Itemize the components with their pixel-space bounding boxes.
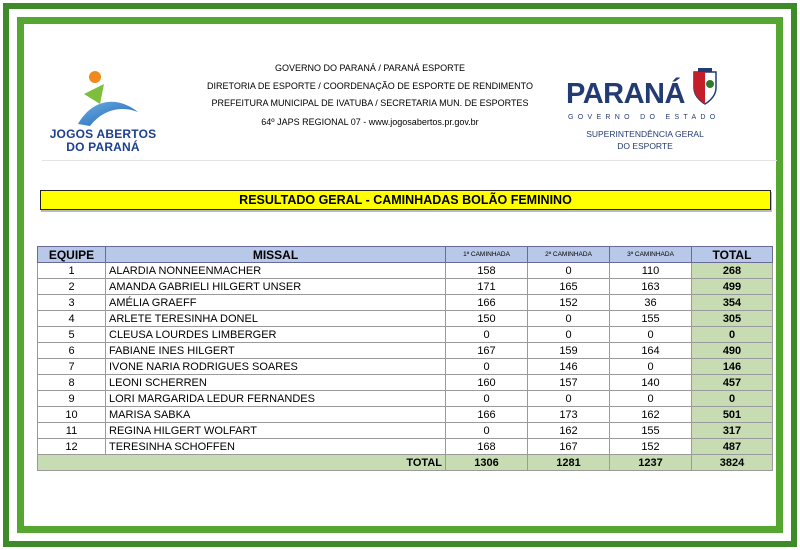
table-row xyxy=(38,375,773,391)
table-header-row xyxy=(38,247,773,263)
cell-name: REGINA HILGERT WOLFART xyxy=(106,423,446,439)
table-row xyxy=(38,295,773,311)
cell-caminhada-2: 165 xyxy=(528,279,610,295)
table-row xyxy=(38,279,773,295)
cell-caminhada-2: 0 xyxy=(528,391,610,407)
cell-total: 0 xyxy=(692,391,773,407)
logo-left-line2: DO PARANÁ xyxy=(66,140,140,154)
col-header-total: TOTAL xyxy=(692,247,773,263)
superintendencia-line1: SUPERINTENDÊNCIA GERAL xyxy=(586,129,704,139)
header-divider xyxy=(42,160,777,161)
cell-caminhada-2: 167 xyxy=(528,439,610,455)
totals-row xyxy=(38,455,773,471)
col-header-caminhada-1: 1ª CAMINHADA xyxy=(446,247,528,263)
cell-caminhada-3: 163 xyxy=(610,279,692,295)
cell-name: FABIANE INES HILGERT xyxy=(106,343,446,359)
cell-equipe: 9 xyxy=(38,391,106,407)
cell-caminhada-2: 173 xyxy=(528,407,610,423)
cell-equipe: 3 xyxy=(38,295,106,311)
cell-name: AMÉLIA GRAEFF xyxy=(106,295,446,311)
cell-caminhada-3: 164 xyxy=(610,343,692,359)
cell-caminhada-3: 155 xyxy=(610,311,692,327)
cell-caminhada-2: 0 xyxy=(528,263,610,279)
cell-caminhada-3: 162 xyxy=(610,407,692,423)
logo-left-line1: JOGOS ABERTOS xyxy=(49,127,157,141)
cell-equipe: 10 xyxy=(38,407,106,423)
table-row xyxy=(38,343,773,359)
cell-equipe: 1 xyxy=(38,263,106,279)
cell-total: 490 xyxy=(692,343,773,359)
cell-name: TERESINHA SCHOFFEN xyxy=(106,439,446,455)
header-line-4: 64º JAPS REGIONAL 07 - www.jogosabertos.pr.gov.br xyxy=(261,117,479,127)
cell-equipe: 2 xyxy=(38,279,106,295)
cell-equipe: 7 xyxy=(38,359,106,375)
cell-name: AMANDA GABRIELI HILGERT UNSER xyxy=(106,279,446,295)
jogos-abertos-logo xyxy=(38,68,168,158)
cell-total: 0 xyxy=(692,327,773,343)
cell-caminhada-2: 159 xyxy=(528,343,610,359)
cell-equipe: 5 xyxy=(38,327,106,343)
cell-caminhada-1: 167 xyxy=(446,343,528,359)
table-row xyxy=(38,439,773,455)
cell-name: ARLETE TERESINHA DONEL xyxy=(106,311,446,327)
results-table xyxy=(37,246,773,471)
superintendencia-line2: DO ESPORTE xyxy=(617,141,673,151)
cell-name: LORI MARGARIDA LEDUR FERNANDES xyxy=(106,391,446,407)
parana-coat-of-arms-icon xyxy=(690,68,720,106)
cell-total: 499 xyxy=(692,279,773,295)
col-header-equipe: EQUIPE xyxy=(38,247,106,263)
header-line-3: PREFEITURA MUNICIPAL DE IVATUBA / SECRETARIA MUN. DE ESPORTES xyxy=(211,98,529,108)
cell-equipe: 11 xyxy=(38,423,106,439)
parana-logo xyxy=(566,66,726,156)
cell-caminhada-2: 157 xyxy=(528,375,610,391)
cell-caminhada-3: 152 xyxy=(610,439,692,455)
cell-name: ALARDIA NONNEENMACHER xyxy=(106,263,446,279)
cell-caminhada-1: 150 xyxy=(446,311,528,327)
table-row xyxy=(38,407,773,423)
table-row xyxy=(38,423,773,439)
cell-total: 487 xyxy=(692,439,773,455)
cell-name: IVONE NARIA RODRIGUES SOARES xyxy=(106,359,446,375)
cell-caminhada-1: 171 xyxy=(446,279,528,295)
cell-caminhada-3: 110 xyxy=(610,263,692,279)
cell-caminhada-2: 152 xyxy=(528,295,610,311)
result-title: RESULTADO GERAL - CAMINHADAS BOLÃO FEMININO xyxy=(40,190,771,210)
header-line-2: DIRETORIA DE ESPORTE / COORDENAÇÃO DE ESPORTE DE RENDIMENTO xyxy=(207,81,533,91)
table-row xyxy=(38,263,773,279)
cell-equipe: 12 xyxy=(38,439,106,455)
cell-caminhada-2: 0 xyxy=(528,311,610,327)
cell-name: LEONI SCHERREN xyxy=(106,375,446,391)
totals-label: TOTAL xyxy=(38,455,446,471)
col-header-name: MISSAL xyxy=(106,247,446,263)
cell-total: 457 xyxy=(692,375,773,391)
cell-caminhada-2: 0 xyxy=(528,327,610,343)
parana-wordmark: PARANÁ xyxy=(566,78,685,110)
cell-total: 268 xyxy=(692,263,773,279)
cell-caminhada-1: 0 xyxy=(446,423,528,439)
cell-caminhada-3: 36 xyxy=(610,295,692,311)
parana-subtitle: GOVERNO DO ESTADO xyxy=(568,114,720,121)
cell-name: MARISA SABKA xyxy=(106,407,446,423)
cell-total: 317 xyxy=(692,423,773,439)
table-row xyxy=(38,327,773,343)
cell-total: 146 xyxy=(692,359,773,375)
cell-caminhada-3: 155 xyxy=(610,423,692,439)
total-caminhada-2: 1281 xyxy=(528,455,610,471)
cell-equipe: 6 xyxy=(38,343,106,359)
cell-caminhada-3: 0 xyxy=(610,327,692,343)
grand-total: 3824 xyxy=(692,455,773,471)
cell-equipe: 4 xyxy=(38,311,106,327)
cell-caminhada-1: 158 xyxy=(446,263,528,279)
cell-total: 501 xyxy=(692,407,773,423)
cell-name: CLEUSA LOURDES LIMBERGER xyxy=(106,327,446,343)
jogos-abertos-emblem-icon xyxy=(38,68,168,130)
cell-caminhada-2: 146 xyxy=(528,359,610,375)
cell-caminhada-3: 0 xyxy=(610,391,692,407)
cell-total: 354 xyxy=(692,295,773,311)
cell-caminhada-1: 166 xyxy=(446,295,528,311)
cell-caminhada-3: 140 xyxy=(610,375,692,391)
cell-equipe: 8 xyxy=(38,375,106,391)
cell-caminhada-1: 0 xyxy=(446,391,528,407)
table-row xyxy=(38,391,773,407)
cell-caminhada-1: 160 xyxy=(446,375,528,391)
cell-caminhada-3: 0 xyxy=(610,359,692,375)
cell-caminhada-1: 0 xyxy=(446,327,528,343)
col-header-caminhada-2: 2ª CAMINHADA xyxy=(528,247,610,263)
table-row xyxy=(38,359,773,375)
cell-total: 305 xyxy=(692,311,773,327)
cell-caminhada-1: 166 xyxy=(446,407,528,423)
header-line-1: GOVERNO DO PARANÁ / PARANÁ ESPORTE xyxy=(274,63,466,73)
table-row xyxy=(38,311,773,327)
total-caminhada-3: 1237 xyxy=(610,455,692,471)
cell-caminhada-2: 162 xyxy=(528,423,610,439)
cell-caminhada-1: 168 xyxy=(446,439,528,455)
cell-caminhada-1: 0 xyxy=(446,359,528,375)
col-header-caminhada-3: 3ª CAMINHADA xyxy=(610,247,692,263)
total-caminhada-1: 1306 xyxy=(446,455,528,471)
